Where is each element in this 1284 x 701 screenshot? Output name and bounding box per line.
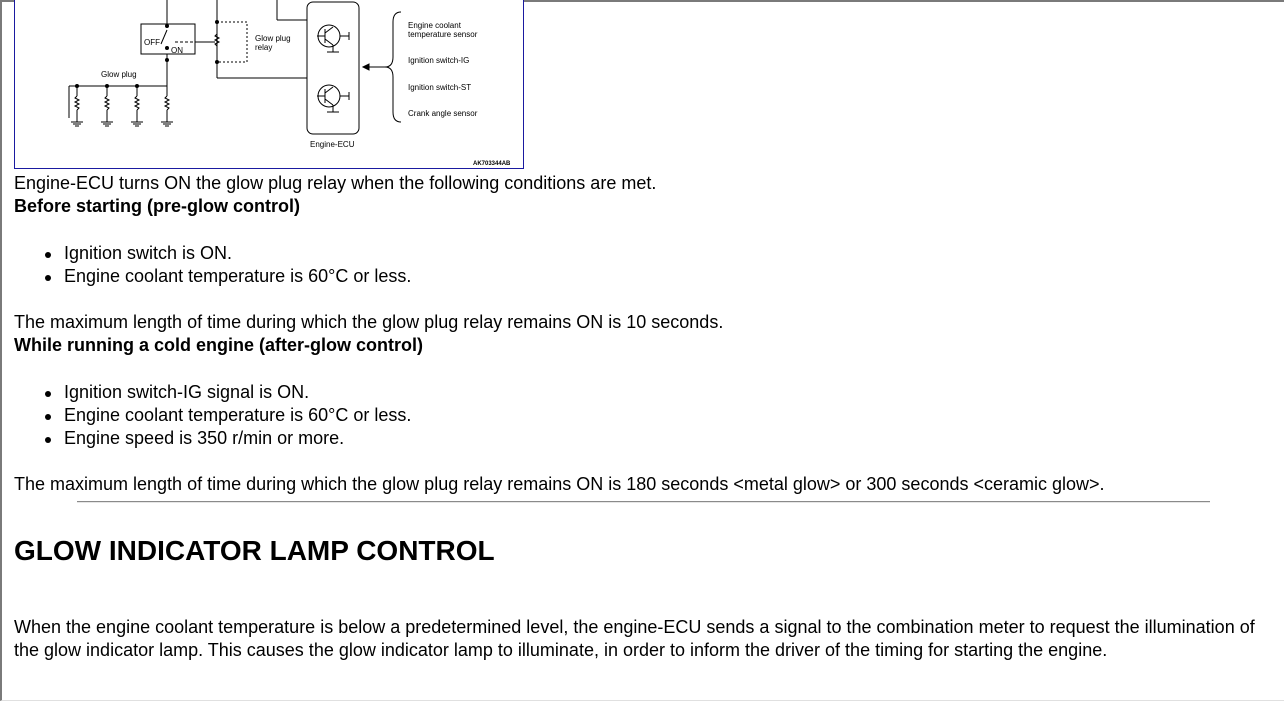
list-item-text: Engine coolant temperature is 60°C or less. — [64, 266, 412, 286]
list-item — [14, 265, 411, 288]
intro-text: Engine-ECU turns ON the glow plug relay when the following conditions are met. — [14, 173, 657, 193]
label-sensor-coolant-2: temperature sensor — [408, 30, 478, 39]
section-title: GLOW INDICATOR LAMP CONTROL — [14, 535, 495, 566]
label-sensor-crank: Crank angle sensor — [408, 109, 478, 118]
list-item-text: Engine coolant temperature is 60°C or less. — [64, 405, 412, 425]
label-sensor-st: Ignition switch-ST — [408, 83, 472, 92]
section-divider — [77, 501, 1210, 503]
bullet-icon — [45, 414, 51, 420]
label-on: ON — [171, 46, 183, 55]
pre-glow-list — [14, 242, 411, 288]
label-sensor-ig: Ignition switch-IG — [408, 56, 470, 65]
label-sensor-coolant-1: Engine coolant — [408, 21, 461, 30]
bullet-icon — [45, 391, 51, 397]
pre-glow-heading: Before starting (pre-glow control) — [14, 196, 301, 216]
list-item — [14, 427, 411, 450]
list-item-text: Ignition switch is ON. — [64, 243, 233, 263]
figure-code: AK703344AB — [473, 161, 511, 167]
list-item — [14, 242, 411, 265]
list-item — [14, 381, 411, 404]
label-glow-plug: Glow plug — [101, 70, 137, 79]
label-relay-1: Glow plug — [255, 34, 291, 43]
list-item — [14, 404, 411, 427]
label-relay-2: relay — [255, 43, 273, 52]
pre-glow-note: The maximum length of time during which the glow plug relay remains ON is 10 seconds. — [14, 312, 724, 332]
after-glow-note: The maximum length of time during which the glow plug relay remains ON is 180 seconds <metal glow> or 300 seconds <ceramic glow>. — [14, 474, 1105, 494]
glow-plug-circuit-diagram — [14, 0, 524, 169]
bullet-icon — [45, 275, 51, 281]
circuit-svg — [15, 0, 523, 168]
list-item-text: Ignition switch-IG signal is ON. — [64, 382, 310, 402]
label-off: OFF — [144, 38, 160, 47]
label-engine-ecu: Engine-ECU — [310, 140, 355, 149]
bullet-icon — [45, 252, 51, 258]
after-glow-list — [14, 381, 411, 450]
bullet-icon — [45, 437, 51, 443]
after-glow-heading: While running a cold engine (after-glow control) — [14, 335, 423, 355]
list-item-text: Engine speed is 350 r/min or more. — [64, 428, 345, 448]
lamp-section-body: When the engine coolant temperature is below a predetermined level, the engine-ECU sends a signal to the combination meter to request the illumination of the glow indicator lamp. This causes the glow indicator lamp to illuminate, in order to inform the driver of the timing for starting the engine. — [14, 617, 1255, 660]
